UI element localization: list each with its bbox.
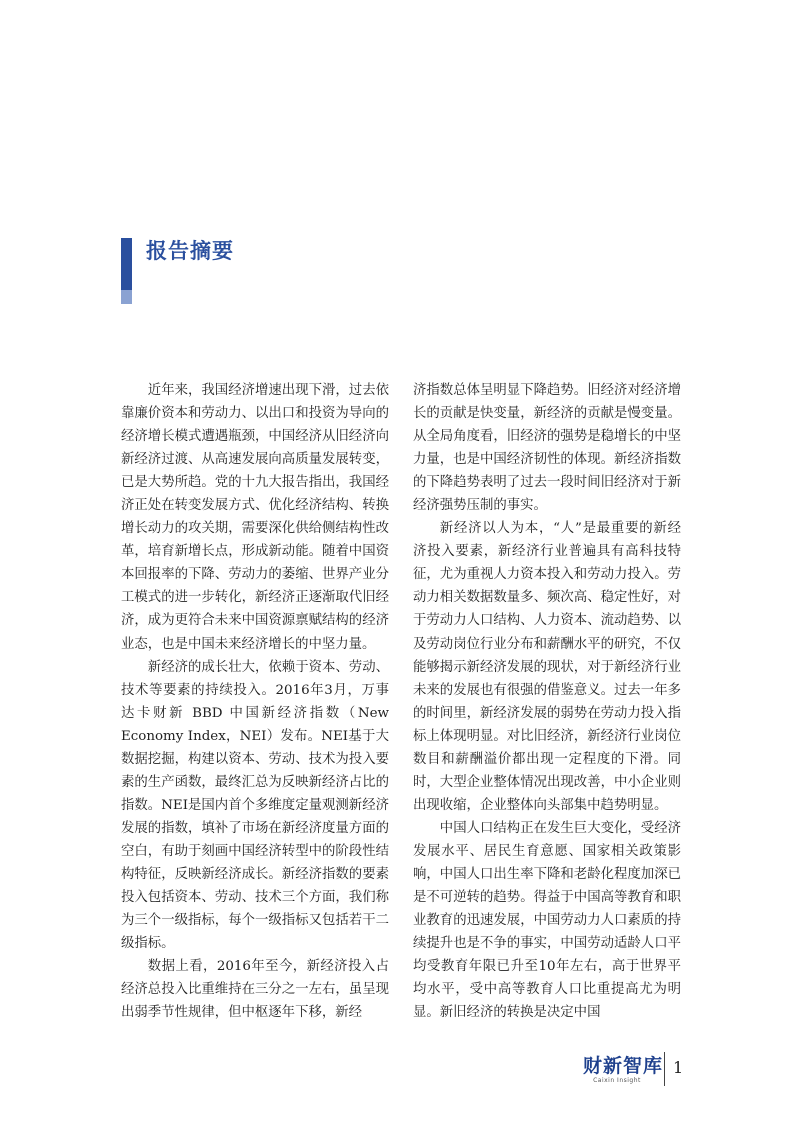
paragraph: 新经济以人为本，“人”是最重要的新经济投入要素，新经济行业普遍具有高科技特征，尤为重视人力资本投入和劳动力投入。劳动力相关数据数量多、频次高、稳定性好，对于劳动力人口结构、人力资本、流动趋势、以及劳动岗位行业分布和薪酬水平的研究，不仅能够揭示新经济发展的现状，对于新经济行业未来的发展也有很强的借鉴意义。过去一年多的时间里，新经济发展的弱势在劳动力投入指标上体现明显。对比旧经济，新经济行业岗位数目和薪酬溢价都出现一定程度的下滑。同时，大型企业整体情况出现改善，中小企业则出现收缩，企业整体向头部集中趋势明显。 bbox=[413, 521, 681, 813]
text-column-right bbox=[413, 379, 681, 1024]
logo-text: 财新智库 bbox=[583, 1055, 664, 1077]
caixin-insight-logo bbox=[583, 1055, 663, 1089]
paragraph: 中国人口结构正在发生巨大变化，受经济发展水平、居民生育意愿、国家相关政策影响，中国人口出生率下降和老龄化程度加深已是不可逆转的趋势。得益于中国高等教育和职业教育的迅速发展，中国劳动力人口素质的持续提升也是不争的事实，中国劳动适龄人口平均受教育年限已升至10年左右，高于世界平均水平，受中高等教育人口比重提高尤为明显。新旧经济的转换是决定中国 bbox=[413, 820, 681, 1021]
paragraph: 济指数总体呈明显下降趋势。旧经济对经济增长的贡献是快变量，新经济的贡献是慢变量。从全局角度看，旧经济的强势是稳增长的中坚力量，也是中国经济韧性的体现。新经济指数的下降趋势表明了过去一段时间旧经济对于新经济强势压制的事实。 bbox=[413, 383, 681, 514]
text-column-left bbox=[121, 379, 389, 1024]
heading-accent-bar bbox=[121, 238, 132, 290]
heading-accent-bar-light bbox=[121, 290, 132, 304]
logo-subtext: Caixin Insight bbox=[593, 1077, 641, 1084]
paragraph: 数据上看，2016年至今，新经济投入占经济总投入比重维持在三分之一左右，虽呈现出弱季节性规律，但中枢逐年下移，新经 bbox=[121, 959, 389, 1021]
page-number: 1 bbox=[673, 1058, 684, 1077]
footer-divider bbox=[664, 1052, 665, 1086]
page-title: 报告摘要 bbox=[146, 239, 234, 263]
paragraph: 新经济的成长壮大，依赖于资本、劳动、技术等要素的持续投入。2016年3月，万事达卡财新 BBD 中国新经济指数（New Economy Index，NEI）发布。NEI基于大数据挖掘，构建以资本、劳动、技术为投入要素的生产函数，最终汇总为反映新经济占比的指数。NEI是国内首个多维度定量观测新经济发展的指数，填补了市场在新经济度量方面的空白，有助于刻画中国经济转型中的阶段性结构特征，反映新经济成长。新经济指数的要素投入包括资本、劳动、技术三个方面，我们称为三个一级指标，每个一级指标又包括若干二级指标。 bbox=[121, 659, 389, 952]
paragraph: 近年来，我国经济增速出现下滑，过去依靠廉价资本和劳动力、以出口和投资为导向的经济增长模式遭遇瓶颈，中国经济从旧经济向新经济过渡、从高速发展向高质量发展转变，已是大势所趋。党的十九大报告指出，我国经济正处在转变发展方式、优化经济结构、转换增长动力的攻关期，需要深化供给侧结构性改革，培育新增长点，形成新动能。随着中国资本回报率的下降、劳动力的萎缩、世界产业分工模式的进一步转化，新经济正逐渐取代旧经济，成为更符合未来中国资源禀赋结构的经济业态，也是中国未来经济增长的中坚力量。 bbox=[121, 383, 389, 652]
